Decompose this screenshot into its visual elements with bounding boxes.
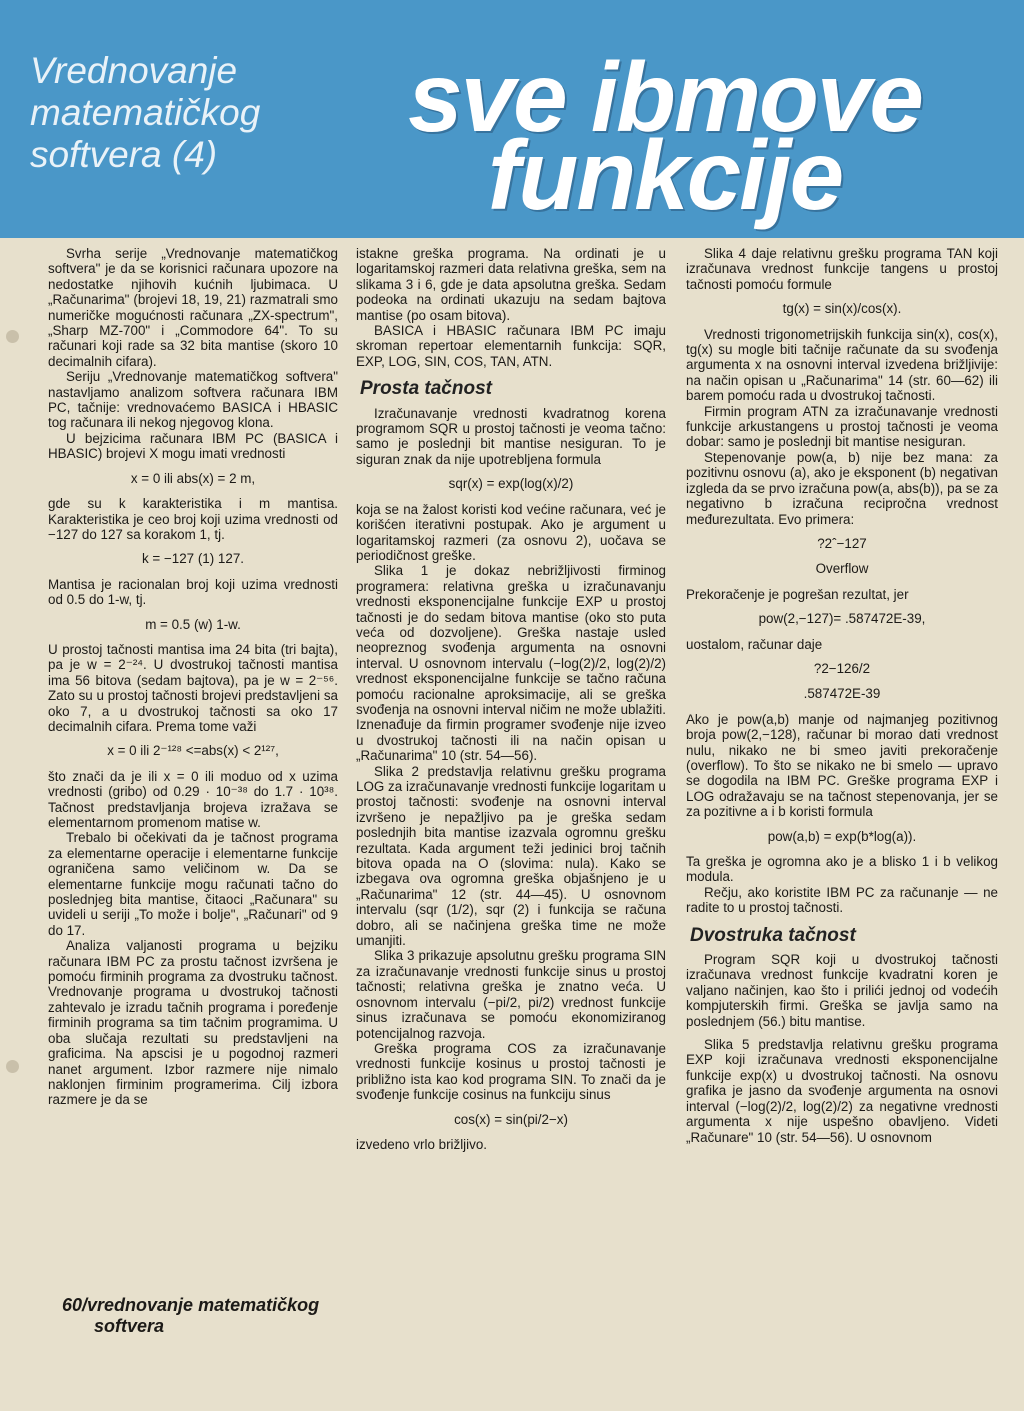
paragraph: Program SQR koji u dvostrukoj tačnosti izračunava vrednost funkcije kvadratni koren je valjano načinjen, kao što i prilići jednoj od vodećih kompjuterskih firmi. Greška se javlja samo na poslednjem (56.) bitu mantise. [686,952,998,1029]
headline-line: funkcije [487,120,843,230]
series-title-line: matematičkog [30,92,261,133]
paragraph: Slika 3 prikazuje apsolutnu grešku programa SIN za izračunavanje vrednosti funkcije sinus u prostoj tačnosti; relativna greška je znatno veća. U osnovnom intervalu (−pi/2, pi/2) vrednost funkcije sinus izračunava se pomoću ekonomiziranog potencijalnog razvoja. [356,948,666,1041]
formula: k = −127 (1) 127. [142,551,244,567]
spacer [686,1029,998,1037]
paragraph: U prostoj tačnosti mantisa ima 24 bita (tri bajta), pa je w = 2⁻²⁴. U dvostrukoj tačnosti mantisa ima 56 bitova (sedam bajtova), pa je w = 2⁻⁵⁶. Zato su u prostoj tačnosti brojevi predstavljeni sa oko 7, a u dvostrukoj tačnosti sa oko 17 decimalnih cifara. Prema tome važi [48,641,338,734]
formula: sqr(x) = exp(log(x)/2) [448,476,574,492]
paragraph: Trebalo bi očekivati da je tačnost programa za elementarne operacije i elementarne funkcije ograničena samo veličinom w. Da se elementarne funkcije mogu računati tačno do poslednjeg bita mantise, čitaoci „Računara" su uvideli u seriji „To može i bolje", „Računari" od 9 do 17. [48,830,338,938]
paragraph: izvedeno vrlo brižljivo. [356,1136,487,1152]
paragraph: Rečju, ako koristite IBM PC za računanje — ne radite to u prostoj tačnosti. [686,884,998,916]
paragraph: U bejzicima računara IBM PC (BASICA i HBASIC) brojevi X mogu imati vrednosti [48,430,338,462]
paragraph: Analiza valjanosti programa u bejziku računara IBM PC za prostu tačnost izvršena je pomoću firminih programa za dvostruku tačnost. Vrednovanje programa u dvostrukoj tačnosti zahtevalo je izradu tačnih programa i poređenje firminih programa sa tim tačnim programima. U oba slučaja rezultati su predstavljeni na graficima. Na apscisi je u pogodnoj razmeri nanet argument. Izbor razmere nije nimalo naklonjen firminim programerima. Cilj izbora razmere je da se [48,938,338,1108]
paragraph: istakne greška programa. Na ordinati je u logaritamskoj razmeri data relativna greška, sem na slikama 3 i 6, gde je data apsolutna greška. Sedam podeoka na ordinati ukazuju na sedam bajtova mantise (po osam bitova). [356,246,666,323]
formula: cos(x) = sin(pi/2−x) [454,1111,568,1127]
paragraph: uostalom, računar daje [686,636,823,652]
paragraph: Seriju „Vrednovanje matematičkog softvera" nastavljamo analizom softvera računara IBM PC, tačnije: vrednovaćemo BASICA i HBASIC tog računara ili nekog njegovog klona. [48,369,338,431]
headline-line: sve ibmove [408,42,922,152]
article-column-3 [686,246,998,1145]
paragraph: Greška programa COS za izračunavanje vrednosti funkcije kosinus u prostoj tačnosti je približno ista kao kod programa SIN. To znači da je svođenje funkcije cosinus na funkciju sinus [356,1040,666,1103]
paragraph: što znači da je ili x = 0 ili moduo od x uzima vrednosti (gribo) od 0.29 · 10⁻³⁸ do 1.7 · 10³⁸. Tačnost predstavljanja brojeva izražava se elementarnom promenom matise w. [48,768,338,830]
formula: m = 0.5 (w) 1-w. [145,616,241,632]
series-title-line: Vrednovanje [30,50,238,91]
headline [385,42,945,230]
series-title [30,50,260,176]
formula: pow(2,−127)= .587472E-39, [758,611,926,627]
paragraph: BASICA i HBASIC računara IBM PC imaju skroman repertoar elementarnih funkcija: SQR, EXP, LOG, SIN, COS, TAN, ATN. [356,323,666,369]
punch-hole-mark [6,1060,19,1073]
header-banner [0,0,1024,238]
paragraph: Slika 5 predstavlja relativnu grešku programa EXP koji izračunava vrednosti eksponencijalne funkcije exp(x) u dvostrukoj tačnosti. Na osnovu grafika je jasno da svođenje argumenta na osnovi interval (−log(2)/2, log(2)/2) za negativne vrednosti argumenta x nije uspešno obavljeno. Videti „Računare" 10 (str. 54—56). U osnovnom [686,1037,998,1145]
article-column-1 [48,246,338,1108]
section-heading: Dvostruka tačnost [690,924,856,946]
page-footer [62,1295,319,1337]
paragraph: gde su k karakteristika i m mantisa. Karakteristika je ceo broj koji uzima vrednosti od −127 do 127 sa korakom 1, tj. [48,496,338,542]
formula: x = 0 ili abs(x) = 2 m, [130,470,256,486]
paragraph: Ta greška je ogromna ako je a blisko 1 i b velikog modula. [686,854,998,885]
paragraph: Mantisa je racionalan broj koji uzima vrednosti od 0.5 do 1-w, tj. [48,576,338,608]
paragraph: Slika 2 predstavlja relativnu grešku programa LOG za izračunavanje vrednosti funkcije logaritam u prostoj tačnosti: svođenje na osnovni interval izvršeno je nepažljivo pa je greška sedam poslednjih bita mantise izazvala ogromnu grešku rezultata. Kada argument teži jedinici broj tačnih bitova opada na O (slovima: nula). Kako se izbegava ova ogromna greška objašnjeno je u „Računarima" 12 (str. 44—45). U osnovnom intervalu (sqr (1/2), sqr (2) i funkcija se računa dobro, ali se načinjena greška time ne može umanjiti. [356,763,666,949]
paragraph: koja se na žalost koristi kod većine računara, već je korišćen iterativni postupak. Ako je argument u logaritamskoj razmeri (za osnovu 2), uočava se periodičnost greške. [356,501,666,563]
formula: ?2−126/2 [813,660,871,676]
formula: x = 0 ili 2⁻¹²⁸ <=abs(x) < 2¹²⁷, [107,743,279,759]
paragraph: Stepenovanje pow(a, b) nije bez mana: za pozitivnu osnovu (a), ako je eksponent (b) negativan izgleda da se prvo izračuna pow(a, abs(b)), pa se za negativno b izračuna recipročna vrednost međurezultata. Evo primera: [686,449,998,527]
formula: .587472E-39 [803,686,881,702]
formula: ?2ˆ−127 [817,535,867,551]
formula: pow(a,b) = exp(b*log(a)). [767,828,917,844]
series-title-line: softvera (4) [30,134,218,175]
paragraph: Slika 4 daje relativnu grešku programa TAN koji izračunava vrednost funkcije tangens u prostoj tačnosti pomoću formule [686,246,998,292]
paragraph: Firmin program ATN za izračunavanje vrednosti funkcije arkustangens u prostoj tačnosti je veoma dobar: samo je poslednji bit mantise nesiguran. [686,403,998,450]
paragraph: Svrha serije „Vrednovanje matematičkog softvera" je da se korisnici računara upozore na nedostatke njihovih kućnih ljubimaca. U „Računarima" (brojevi 18, 19, 21) razmatrali smo numeričke mogućnosti računara „ZX-spectrum", „Sharp MZ-700" i „Commodore 64". To su računari koji rade sa 32 bita mantise (skoro 10 decimalnih cifara). [48,246,338,369]
punch-hole-mark [6,330,19,343]
paragraph: Slika 1 je dokaz nebrižljivosti firminog programera: relativna greška u izračunavanju vrednosti eksponencijalne funkcije EXP u prostoj tačnosti je do sedam bitova mantise (oko sto puta veća od dozvoljene). Greška nastaje usled neopreznog svođenja argumenta na osnovni interval. U osnovnom intervalu (−log(2)/2, log(2)/2) vrednost eksponencijalne funkcije se tačno računa pomoću racionalne aproksimacije, ali se greška svođenja na osnovni interval ničim ne može ublažiti. Iznenađuje da firmin programer svođenje nije izveo u dvostrukoj tačnosti ili na način opisan u „Računarima" 10 (str. 54—56). [356,563,666,764]
paragraph: Vrednosti trigonometrijskih funkcija sin(x), cos(x), tg(x) su mogle biti tačnije računate da su svođenja argumenta x na osnovni interval izvedena brižljivije: na način opisan u „Računarima" 14 (str. 60—62) ili barem pomoću rada u dvostrukoj tačnosti. [686,326,998,404]
footer-line: softvera [94,1316,165,1336]
paragraph: Ako je pow(a,b) manje od najmanjeg pozitivnog broja pow(2,−128), računar bi morao dati vrednost nulu, nikako ne bi smeo javiti prekoračenje (overflow). To što se nikako ne bi smelo — upravo se dogodila na IBM PC. Greške programa EXP i LOG odražavaju se na tačnost stepenovanja, jer se za pozitivne a i b koristi formula [686,711,998,820]
paragraph: Izračunavanje vrednosti kvadratnog korena programom SQR u prostoj tačnosti je veoma tačno: samo je poslednji bit mantise nesiguran. To je siguran znak da nije upotrebljena formula [356,405,666,467]
formula: Overflow [815,561,869,577]
formula: tg(x) = sin(x)/cos(x). [782,301,902,317]
footer-line: 60/vrednovanje matematičkog [62,1295,320,1315]
section-heading: Prosta tačnost [360,378,492,400]
article-column-2 [356,246,666,1152]
paragraph: Prekoračenje je pogrešan rezultat, jer [686,586,909,602]
